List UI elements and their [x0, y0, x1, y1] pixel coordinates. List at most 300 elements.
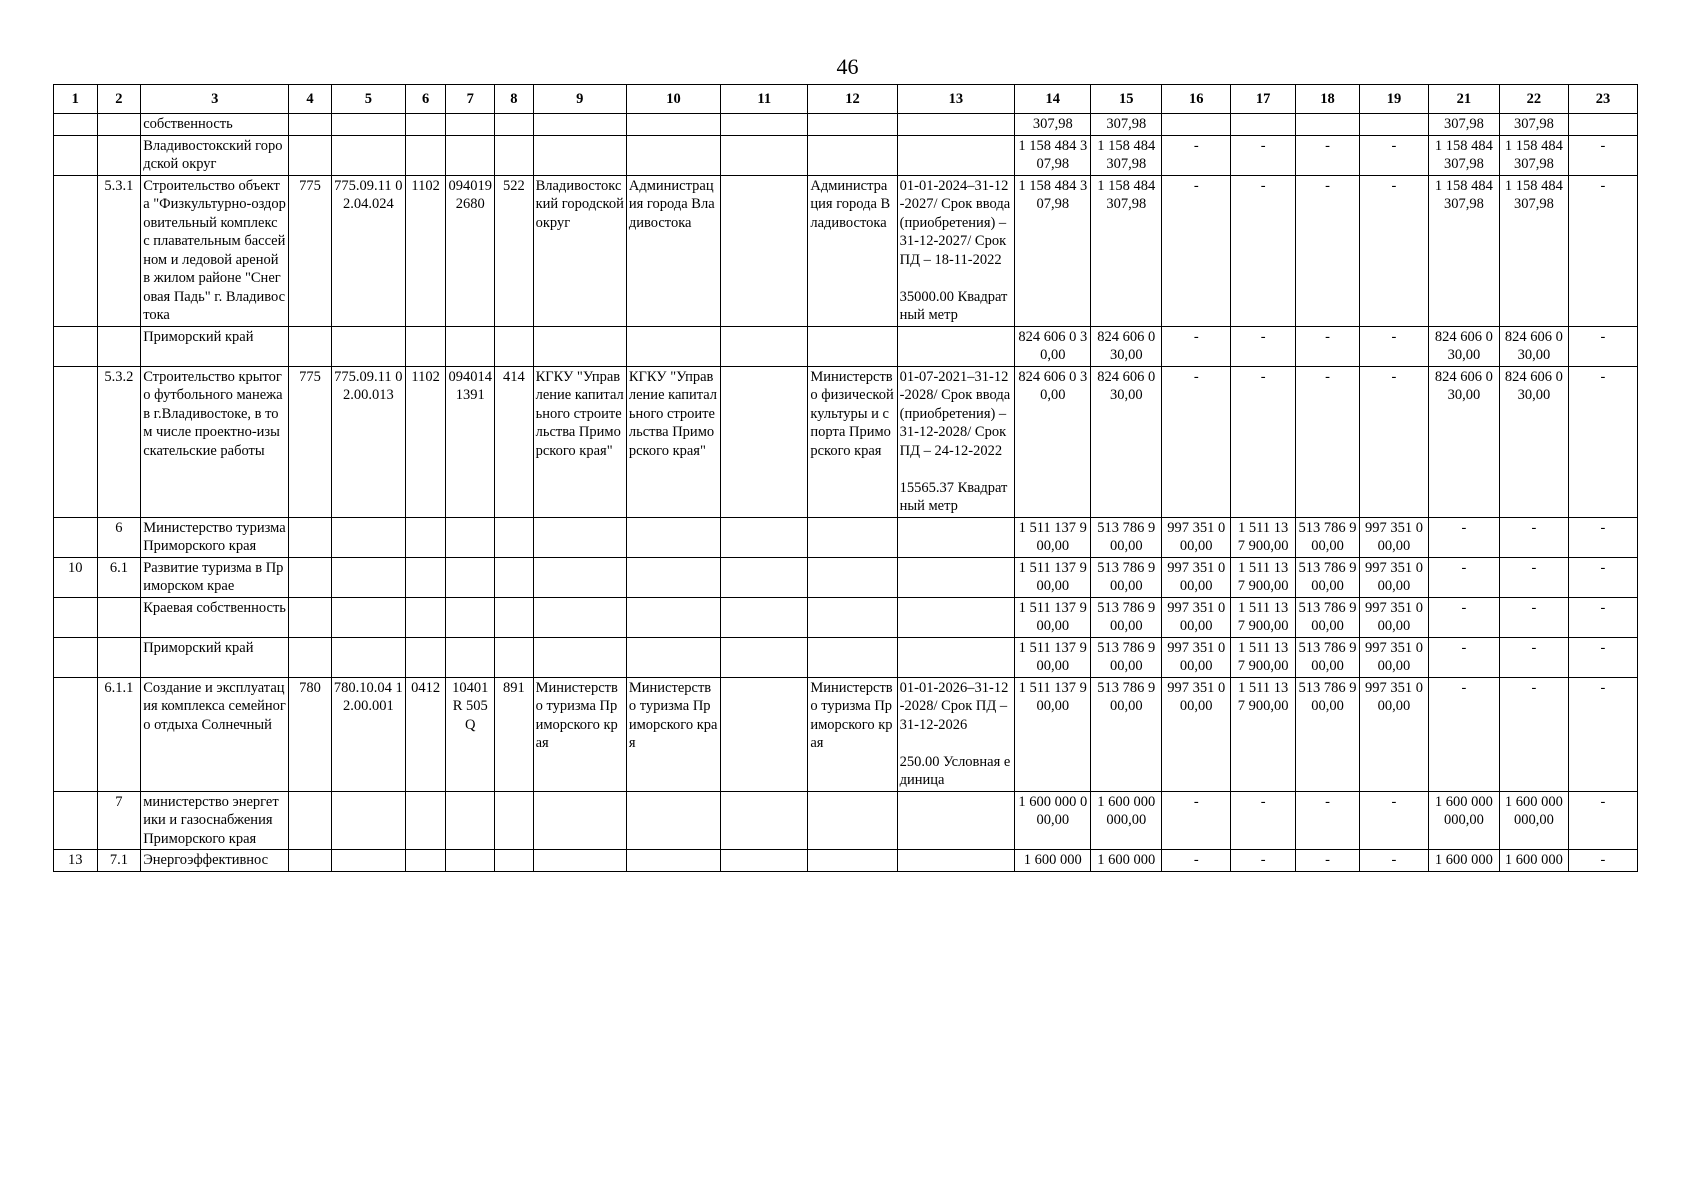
cell-col-6: 1102: [405, 366, 446, 517]
cell-col-5: [331, 557, 405, 597]
cell-col-18: 513 786 900,00: [1296, 597, 1360, 637]
cell-col-17: 1 511 13 7 900,00: [1231, 677, 1296, 791]
cell-col-1: [54, 677, 98, 791]
cell-col-10: Министерство туризма Приморского края: [626, 677, 720, 791]
cell-col-10: [626, 326, 720, 366]
cell-col-22: 1 600 000: [1499, 850, 1568, 872]
cell-col-9: [533, 850, 626, 872]
cell-col-6: [405, 637, 446, 677]
cell-col-7: [446, 114, 495, 136]
cell-col-5: [331, 597, 405, 637]
cell-col-15: 1 600 000: [1091, 850, 1162, 872]
cell-col-23: -: [1568, 557, 1637, 597]
column-header-9: 9: [533, 85, 626, 114]
cell-col-6: [405, 597, 446, 637]
column-header-22: 22: [1499, 85, 1568, 114]
cell-col-1: [54, 517, 98, 557]
cell-col-4: 775: [289, 175, 332, 326]
cell-col-19: -: [1359, 175, 1428, 326]
cell-col-22: 1 158 484 307,98: [1499, 135, 1568, 175]
cell-col-6: [405, 791, 446, 850]
column-header-4: 4: [289, 85, 332, 114]
table-row: [54, 597, 1638, 637]
cell-col-13: [897, 135, 1015, 175]
cell-col-16: -: [1162, 850, 1231, 872]
cell-col-2: 6.1.1: [97, 677, 141, 791]
cell-col-15: 513 786 9 00,00: [1091, 677, 1162, 791]
cell-col-3: Владивостокский городской округ: [141, 135, 289, 175]
cell-col-21: -: [1428, 557, 1499, 597]
cell-col-7: 094019 2680: [446, 175, 495, 326]
cell-col-15: 824 606 0 30,00: [1091, 366, 1162, 517]
cell-col-5: [331, 326, 405, 366]
cell-col-16: -: [1162, 366, 1231, 517]
cell-col-14: 1 158 484 307,98: [1015, 175, 1091, 326]
cell-col-10: [626, 557, 720, 597]
cell-col-1: 13: [54, 850, 98, 872]
cell-col-9: [533, 557, 626, 597]
cell-col-16: 997 351 0 00,00: [1162, 557, 1231, 597]
cell-col-6: 0412: [405, 677, 446, 791]
cell-col-5: [331, 850, 405, 872]
cell-col-7: 094014 1391: [446, 366, 495, 517]
cell-col-14: 307,98: [1015, 114, 1091, 136]
cell-col-8: [495, 557, 534, 597]
cell-col-10: [626, 791, 720, 850]
cell-col-12: [808, 557, 897, 597]
cell-col-14: 1 511 137 900,00: [1015, 677, 1091, 791]
cell-col-21: 1 600 000 000,00: [1428, 791, 1499, 850]
cell-col-11: [721, 114, 808, 136]
cell-col-11: [721, 637, 808, 677]
column-header-12: 12: [808, 85, 897, 114]
cell-col-15: 513 786 9 00,00: [1091, 517, 1162, 557]
cell-col-4: [289, 791, 332, 850]
cell-col-8: [495, 850, 534, 872]
cell-col-2: [97, 637, 141, 677]
cell-col-7: [446, 135, 495, 175]
column-header-21: 21: [1428, 85, 1499, 114]
cell-col-4: [289, 326, 332, 366]
cell-col-14: 1 600 000: [1015, 850, 1091, 872]
cell-col-10: [626, 114, 720, 136]
cell-col-17: 1 511 13 7 900,00: [1231, 637, 1296, 677]
cell-col-6: [405, 135, 446, 175]
table-row: [54, 637, 1638, 677]
cell-col-2: [97, 597, 141, 637]
table-row: [54, 114, 1638, 136]
cell-col-23: -: [1568, 517, 1637, 557]
cell-col-22: 1 158 484 307,98: [1499, 175, 1568, 326]
cell-col-22: -: [1499, 597, 1568, 637]
cell-col-6: [405, 850, 446, 872]
cell-col-11: [721, 677, 808, 791]
cell-col-15: 1 158 484 307,98: [1091, 175, 1162, 326]
cell-col-16: -: [1162, 791, 1231, 850]
cell-col-3: Строительство объекта "Физкультурно-оздоровительный комплекс с плавательным бассейном и ледовой ареной в жилом районе "Снеговая Падь" г. Владивостока: [141, 175, 289, 326]
cell-col-5: 780.10.04 12.00.001: [331, 677, 405, 791]
column-header-13: 13: [897, 85, 1015, 114]
cell-col-22: -: [1499, 517, 1568, 557]
cell-col-19: 997 351 0 00,00: [1359, 677, 1428, 791]
column-header-11: 11: [721, 85, 808, 114]
cell-col-4: 775: [289, 366, 332, 517]
cell-col-1: [54, 326, 98, 366]
cell-col-2: 7.1: [97, 850, 141, 872]
column-header-16: 16: [1162, 85, 1231, 114]
cell-col-19: -: [1359, 135, 1428, 175]
cell-col-21: 307,98: [1428, 114, 1499, 136]
column-header-10: 10: [626, 85, 720, 114]
column-header-23: 23: [1568, 85, 1637, 114]
cell-col-7: [446, 326, 495, 366]
cell-col-8: [495, 597, 534, 637]
cell-col-14: 1 511 137 900,00: [1015, 557, 1091, 597]
cell-col-18: -: [1296, 850, 1360, 872]
cell-col-23: -: [1568, 326, 1637, 366]
cell-col-9: [533, 326, 626, 366]
cell-col-5: 775.09.11 02.00.013: [331, 366, 405, 517]
cell-col-11: [721, 850, 808, 872]
cell-col-3: собственность: [141, 114, 289, 136]
cell-col-11: [721, 517, 808, 557]
cell-col-16: 997 351 0 00,00: [1162, 637, 1231, 677]
cell-col-11: [721, 791, 808, 850]
cell-col-5: [331, 637, 405, 677]
cell-col-22: -: [1499, 557, 1568, 597]
cell-col-10: [626, 637, 720, 677]
cell-col-18: -: [1296, 175, 1360, 326]
cell-col-7: [446, 517, 495, 557]
cell-col-1: [54, 175, 98, 326]
cell-col-13: [897, 517, 1015, 557]
cell-col-15: 307,98: [1091, 114, 1162, 136]
cell-col-21: 824 606 0 30,00: [1428, 366, 1499, 517]
column-header-2: 2: [97, 85, 141, 114]
cell-col-22: 1 600 000 000,00: [1499, 791, 1568, 850]
cell-col-13: [897, 326, 1015, 366]
cell-col-21: -: [1428, 597, 1499, 637]
cell-col-6: [405, 326, 446, 366]
cell-col-23: -: [1568, 366, 1637, 517]
cell-col-10: КГКУ "Управление капитального строительства Приморского края": [626, 366, 720, 517]
table-row: [54, 326, 1638, 366]
cell-col-19: 997 351 0 00,00: [1359, 597, 1428, 637]
cell-col-5: [331, 791, 405, 850]
table-row: [54, 175, 1638, 326]
cell-col-11: [721, 366, 808, 517]
cell-col-8: [495, 135, 534, 175]
column-header-1: 1: [54, 85, 98, 114]
column-header-5: 5: [331, 85, 405, 114]
cell-col-5: [331, 517, 405, 557]
cell-col-8: 522: [495, 175, 534, 326]
cell-col-7: [446, 597, 495, 637]
cell-col-14: 1 511 137 900,00: [1015, 517, 1091, 557]
cell-col-17: -: [1231, 366, 1296, 517]
cell-col-13: [897, 557, 1015, 597]
cell-col-17: 1 511 13 7 900,00: [1231, 597, 1296, 637]
cell-col-17: [1231, 114, 1296, 136]
cell-col-12: [808, 517, 897, 557]
cell-col-17: -: [1231, 850, 1296, 872]
cell-col-23: -: [1568, 637, 1637, 677]
cell-col-3: Строительство крытого футбольного манежа в г.Владивостоке, в том числе проектно-изыскательские работы: [141, 366, 289, 517]
cell-col-18: -: [1296, 135, 1360, 175]
cell-col-3: Развитие туризма в Приморском крае: [141, 557, 289, 597]
cell-col-18: -: [1296, 791, 1360, 850]
cell-col-13: 01-01-2024–31-12-2027/ Срок ввода (приобретения) – 31-12-2027/ Срок ПД – 18-11-2022 35000.00 Квадратный метр: [897, 175, 1015, 326]
cell-col-8: 414: [495, 366, 534, 517]
cell-col-12: [808, 114, 897, 136]
cell-col-7: 10401R 505Q: [446, 677, 495, 791]
cell-col-1: [54, 791, 98, 850]
cell-col-13: [897, 597, 1015, 637]
cell-col-15: 513 786 9 00,00: [1091, 637, 1162, 677]
cell-col-14: 1 600 000 000,00: [1015, 791, 1091, 850]
cell-col-11: [721, 557, 808, 597]
cell-col-16: 997 351 0 00,00: [1162, 517, 1231, 557]
cell-col-13: 01-07-2021–31-12-2028/ Срок ввода (приобретения) – 31-12-2028/ Срок ПД – 24-12-2022 15565.37 Квадратный метр: [897, 366, 1015, 517]
cell-col-17: -: [1231, 791, 1296, 850]
cell-col-11: [721, 597, 808, 637]
cell-col-17: -: [1231, 135, 1296, 175]
cell-col-18: [1296, 114, 1360, 136]
cell-col-3: Министерство туризма Приморского края: [141, 517, 289, 557]
cell-col-4: [289, 597, 332, 637]
cell-col-13: [897, 850, 1015, 872]
cell-col-18: -: [1296, 366, 1360, 517]
cell-col-21: -: [1428, 677, 1499, 791]
cell-col-16: -: [1162, 135, 1231, 175]
cell-col-15: 1 158 484 307,98: [1091, 135, 1162, 175]
cell-col-1: 10: [54, 557, 98, 597]
cell-col-19: -: [1359, 850, 1428, 872]
cell-col-2: 7: [97, 791, 141, 850]
cell-col-15: 513 786 9 00,00: [1091, 557, 1162, 597]
cell-col-10: [626, 597, 720, 637]
cell-col-21: -: [1428, 517, 1499, 557]
cell-col-22: -: [1499, 637, 1568, 677]
cell-col-6: [405, 557, 446, 597]
cell-col-11: [721, 135, 808, 175]
column-header-17: 17: [1231, 85, 1296, 114]
cell-col-10: [626, 135, 720, 175]
cell-col-21: 1 600 000: [1428, 850, 1499, 872]
cell-col-15: 513 786 9 00,00: [1091, 597, 1162, 637]
cell-col-13: [897, 637, 1015, 677]
cell-col-5: [331, 114, 405, 136]
cell-col-1: [54, 366, 98, 517]
cell-col-12: [808, 791, 897, 850]
cell-col-4: [289, 135, 332, 175]
cell-col-4: 780: [289, 677, 332, 791]
cell-col-8: [495, 637, 534, 677]
cell-col-8: 891: [495, 677, 534, 791]
cell-col-18: 513 786 900,00: [1296, 637, 1360, 677]
table-row: [54, 850, 1638, 872]
column-header-3: 3: [141, 85, 289, 114]
cell-col-8: [495, 791, 534, 850]
cell-col-16: [1162, 114, 1231, 136]
cell-col-1: [54, 114, 98, 136]
cell-col-10: [626, 517, 720, 557]
cell-col-23: -: [1568, 791, 1637, 850]
column-header-8: 8: [495, 85, 534, 114]
cell-col-18: 513 786 900,00: [1296, 557, 1360, 597]
cell-col-23: -: [1568, 677, 1637, 791]
column-header-19: 19: [1359, 85, 1428, 114]
cell-col-17: -: [1231, 326, 1296, 366]
cell-col-12: [808, 850, 897, 872]
cell-col-8: [495, 114, 534, 136]
cell-col-3: Приморский край: [141, 637, 289, 677]
cell-col-23: [1568, 114, 1637, 136]
cell-col-7: [446, 791, 495, 850]
cell-col-8: [495, 517, 534, 557]
cell-col-23: -: [1568, 597, 1637, 637]
cell-col-21: 824 606 0 30,00: [1428, 326, 1499, 366]
cell-col-12: [808, 637, 897, 677]
cell-col-3: Приморский край: [141, 326, 289, 366]
cell-col-17: -: [1231, 175, 1296, 326]
cell-col-2: 6: [97, 517, 141, 557]
page-number: 46: [836, 54, 859, 79]
cell-col-23: -: [1568, 175, 1637, 326]
cell-col-1: [54, 597, 98, 637]
cell-col-16: -: [1162, 175, 1231, 326]
cell-col-14: 1 158 484 307,98: [1015, 135, 1091, 175]
cell-col-18: 513 786 900,00: [1296, 517, 1360, 557]
cell-col-8: [495, 326, 534, 366]
cell-col-1: [54, 637, 98, 677]
cell-col-3: Энергоэффективнос: [141, 850, 289, 872]
cell-col-23: -: [1568, 850, 1637, 872]
table-row: [54, 135, 1638, 175]
cell-col-4: [289, 114, 332, 136]
cell-col-2: [97, 135, 141, 175]
cell-col-12: Министерство туризма Приморского края: [808, 677, 897, 791]
cell-col-15: 824 606 0 30,00: [1091, 326, 1162, 366]
cell-col-9: [533, 791, 626, 850]
cell-col-23: -: [1568, 135, 1637, 175]
cell-col-22: 824 606 0 30,00: [1499, 326, 1568, 366]
cell-col-14: 824 606 0 30,00: [1015, 326, 1091, 366]
cell-col-9: [533, 597, 626, 637]
cell-col-3: Создание и эксплуатация комплекса семейного отдыха Солнечный: [141, 677, 289, 791]
cell-col-18: 513 786 900,00: [1296, 677, 1360, 791]
cell-col-21: 1 158 484 307,98: [1428, 135, 1499, 175]
cell-col-6: 1102: [405, 175, 446, 326]
cell-col-11: [721, 326, 808, 366]
cell-col-10: [626, 850, 720, 872]
cell-col-19: -: [1359, 791, 1428, 850]
cell-col-9: [533, 114, 626, 136]
table-row: [54, 366, 1638, 517]
table-row: [54, 517, 1638, 557]
column-header-15: 15: [1091, 85, 1162, 114]
cell-col-21: -: [1428, 637, 1499, 677]
cell-col-9: КГКУ "Управление капитального строительства Приморского края": [533, 366, 626, 517]
cell-col-22: 824 606 0 30,00: [1499, 366, 1568, 517]
cell-col-4: [289, 517, 332, 557]
cell-col-16: -: [1162, 326, 1231, 366]
cell-col-6: [405, 114, 446, 136]
cell-col-7: [446, 850, 495, 872]
column-header-7: 7: [446, 85, 495, 114]
cell-col-7: [446, 637, 495, 677]
cell-col-14: 1 511 137 900,00: [1015, 597, 1091, 637]
cell-col-16: 997 351 0 00,00: [1162, 677, 1231, 791]
cell-col-22: 307,98: [1499, 114, 1568, 136]
cell-col-12: Администрация города Владивостока: [808, 175, 897, 326]
cell-col-13: [897, 114, 1015, 136]
cell-col-4: [289, 637, 332, 677]
cell-col-10: Администрация города Владивостока: [626, 175, 720, 326]
cell-col-2: [97, 326, 141, 366]
cell-col-19: -: [1359, 366, 1428, 517]
cell-col-12: Министерство физической культуры и спорта Приморского края: [808, 366, 897, 517]
table-body: [54, 114, 1638, 872]
cell-col-4: [289, 557, 332, 597]
budget-table: [53, 84, 1638, 872]
cell-col-19: 997 351 0 00,00: [1359, 637, 1428, 677]
cell-col-9: [533, 135, 626, 175]
cell-col-11: [721, 175, 808, 326]
cell-col-9: [533, 637, 626, 677]
cell-col-1: [54, 135, 98, 175]
cell-col-3: министерство энергетики и газоснабжения Приморского края: [141, 791, 289, 850]
cell-col-2: [97, 114, 141, 136]
cell-col-12: [808, 326, 897, 366]
cell-col-14: 1 511 137 900,00: [1015, 637, 1091, 677]
table-row: [54, 791, 1638, 850]
column-header-6: 6: [405, 85, 446, 114]
cell-col-19: [1359, 114, 1428, 136]
cell-col-13: [897, 791, 1015, 850]
cell-col-19: 997 351 0 00,00: [1359, 517, 1428, 557]
table-row: [54, 557, 1638, 597]
cell-col-22: -: [1499, 677, 1568, 791]
cell-col-14: 824 606 0 30,00: [1015, 366, 1091, 517]
cell-col-4: [289, 850, 332, 872]
header-row: [54, 85, 1638, 114]
column-header-14: 14: [1015, 85, 1091, 114]
cell-col-12: [808, 597, 897, 637]
cell-col-7: [446, 557, 495, 597]
cell-col-6: [405, 517, 446, 557]
cell-col-21: 1 158 484 307,98: [1428, 175, 1499, 326]
cell-col-3: Краевая собственность: [141, 597, 289, 637]
cell-col-17: 1 511 13 7 900,00: [1231, 557, 1296, 597]
cell-col-13: 01-01-2026–31-12-2028/ Срок ПД – 31-12-2026 250.00 Условная единица: [897, 677, 1015, 791]
table-row: [54, 677, 1638, 791]
cell-col-17: 1 511 13 7 900,00: [1231, 517, 1296, 557]
cell-col-9: [533, 517, 626, 557]
cell-col-5: 775.09.11 02.04.024: [331, 175, 405, 326]
cell-col-9: Министерство туризма Приморского края: [533, 677, 626, 791]
cell-col-16: 997 351 0 00,00: [1162, 597, 1231, 637]
cell-col-19: 997 351 0 00,00: [1359, 557, 1428, 597]
cell-col-15: 1 600 000 000,00: [1091, 791, 1162, 850]
cell-col-2: 6.1: [97, 557, 141, 597]
column-header-18: 18: [1296, 85, 1360, 114]
cell-col-9: Владивостокский городской округ: [533, 175, 626, 326]
cell-col-2: 5.3.2: [97, 366, 141, 517]
cell-col-5: [331, 135, 405, 175]
cell-col-19: -: [1359, 326, 1428, 366]
cell-col-2: 5.3.1: [97, 175, 141, 326]
